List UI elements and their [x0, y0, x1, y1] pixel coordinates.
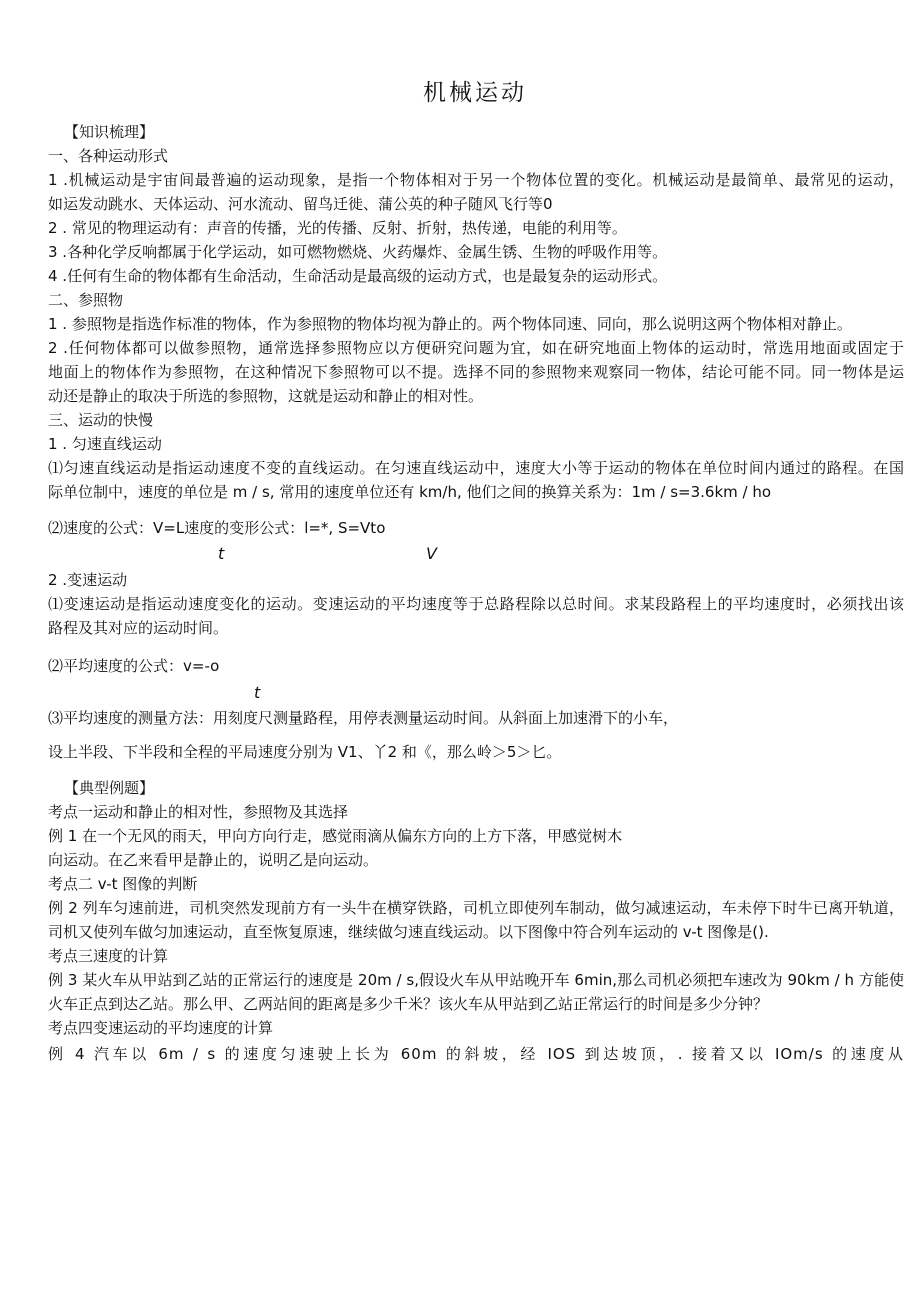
example-1-line-1: 例 1 在一个无风的雨天，甲向方向行走，感觉雨滴从偏东方向的上方下落，甲感觉树木 — [48, 827, 623, 845]
examples-section-header: 【典型例题】 — [64, 779, 155, 797]
section-2-paragraph-2-line-3: 动还是静止的取决于所选的参照物，这就是运动和静止的相对性。 — [48, 387, 484, 405]
average-velocity-denominator-t: t — [254, 683, 261, 702]
average-velocity-comparison-line: 设上半段、下半段和全程的平局速度分别为 V1、丫2 和《，那么岭＞5＞匕。 — [48, 743, 562, 761]
section-1-paragraph-2: 2 . 常见的物理运动有：声音的传播，光的传播、反射、折射，热传递，电能的利用等。 — [48, 219, 627, 237]
section-2-heading: 二、参照物 — [48, 291, 124, 309]
knowledge-section-header: 【知识梳理】 — [64, 123, 155, 141]
variable-motion-paragraph-line-2: 路程及其对应的运动时间。 — [48, 619, 229, 637]
section-2-paragraph-1: 1 . 参照物是指选作标准的物体，作为参照物的物体均视为静止的。两个物体同速、同向，那么说明这两个物体相对静止。 — [48, 315, 852, 333]
velocity-formula-denominator-t: t — [218, 544, 225, 563]
velocity-formula-denominator-v: V — [426, 544, 437, 563]
topic-1-heading: 考点一运动和静止的相对性，参照物及其选择 — [48, 803, 349, 821]
average-velocity-formula-line: ⑵平均速度的公式：v=-o — [48, 657, 220, 675]
section-1-paragraph-4: 4 .任何有生命的物体都有生命活动，生命活动是最高级的运动方式，也是最复杂的运动形式。 — [48, 267, 668, 285]
example-3-line-1: 例 3 某火车从甲站到乙站的正常运行的速度是 20m / s,假设火车从甲站晚开车 6min,那么司机必须把车速改为 90km / h 方能使 — [48, 971, 904, 989]
section-3-heading: 三、运动的快慢 — [48, 411, 154, 429]
uniform-motion-paragraph-line-1: ⑴匀速直线运动是指运动速度不变的直线运动。在匀速直线运动中，速度大小等于运动的物体在单位时间内通过的路程。在国 — [48, 459, 904, 477]
example-3-line-2: 火车正点到达乙站。那么甲、乙两站间的距离是多少千米？该火车从甲站到乙站正常运行的时间是多少分钟？ — [48, 995, 769, 1013]
variable-motion-paragraph-line-1: ⑴变速运动是指运动速度变化的运动。变速运动的平均速度等于总路程除以总时间。求某段路程上的平均速度时，必须找出该 — [48, 595, 904, 613]
section-3-subheading-uniform-motion: 1 . 匀速直线运动 — [48, 435, 162, 453]
topic-3-heading: 考点三速度的计算 — [48, 947, 169, 965]
section-1-paragraph-3: 3 .各种化学反响都属于化学运动，如可燃物燃烧、火药爆炸、金属生锈、生物的呼吸作用等。 — [48, 243, 668, 261]
section-1-heading: 一、各种运动形式 — [48, 147, 169, 165]
section-3-subheading-variable-motion: 2 .变速运动 — [48, 571, 128, 589]
average-velocity-measurement-line: ⑶平均速度的测量方法：用刻度尺测量路程，用停表测量运动时间。从斜面上加速滑下的小车， — [48, 709, 679, 727]
section-1-paragraph-1-line-1: 1 .机械运动是宇宙间最普遍的运动现象，是指一个物体相对于另一个物体位置的变化。机械运动是最简单、最常见的运动， — [48, 171, 904, 189]
example-2-line-1: 例 2 列车匀速前进，司机突然发现前方有一头牛在横穿铁路，司机立即使列车制动，做匀减速运动，车未停下时牛已离开轨道， — [48, 899, 904, 917]
section-2-paragraph-2-line-1: 2 .任何物体都可以做参照物，通常选择参照物应以方便研究问题为宜，如在研究地面上物体的运动时，常选用地面或固定于 — [48, 339, 904, 357]
velocity-formula-line: ⑵速度的公式：V=L速度的变形公式：l=*, S=Vto — [48, 519, 386, 537]
example-4-line-1: 例 4 汽车以 6m / s 的速度匀速驶上长为 60m 的斜坡，经 IOS 到达坡顶，. 接着又以 IOm/s 的速度从 — [48, 1045, 904, 1063]
section-2-paragraph-2-line-2: 地面上的物体作为参照物，在这种情况下参照物可以不提。选择不同的参照物来观察同一物体，结论可能不同。同一物体是运 — [48, 363, 904, 381]
example-2-line-2: 司机又使列车做匀加速运动，直至恢复原速，继续做匀速直线运动。以下图像中符合列车运动的 v-t 图像是(). — [48, 923, 769, 941]
example-1-line-2: 向运动。在乙来看甲是静止的，说明乙是向运动。 — [48, 851, 379, 869]
topic-4-heading: 考点四变速运动的平均速度的计算 — [48, 1019, 274, 1037]
uniform-motion-paragraph-line-2: 际单位制中，速度的单位是 m / s, 常用的速度单位还有 km/h, 他们之间的换算关系为：1m / s=3.6km / ho — [48, 483, 772, 501]
topic-2-heading: 考点二 v-t 图像的判断 — [48, 875, 198, 893]
page-title: 机械运动 — [423, 80, 527, 106]
section-1-paragraph-1-line-2: 如运发动跳水、天体运动、河水流动、留鸟迁徙、蒲公英的种子随风飞行等0 — [48, 195, 553, 213]
